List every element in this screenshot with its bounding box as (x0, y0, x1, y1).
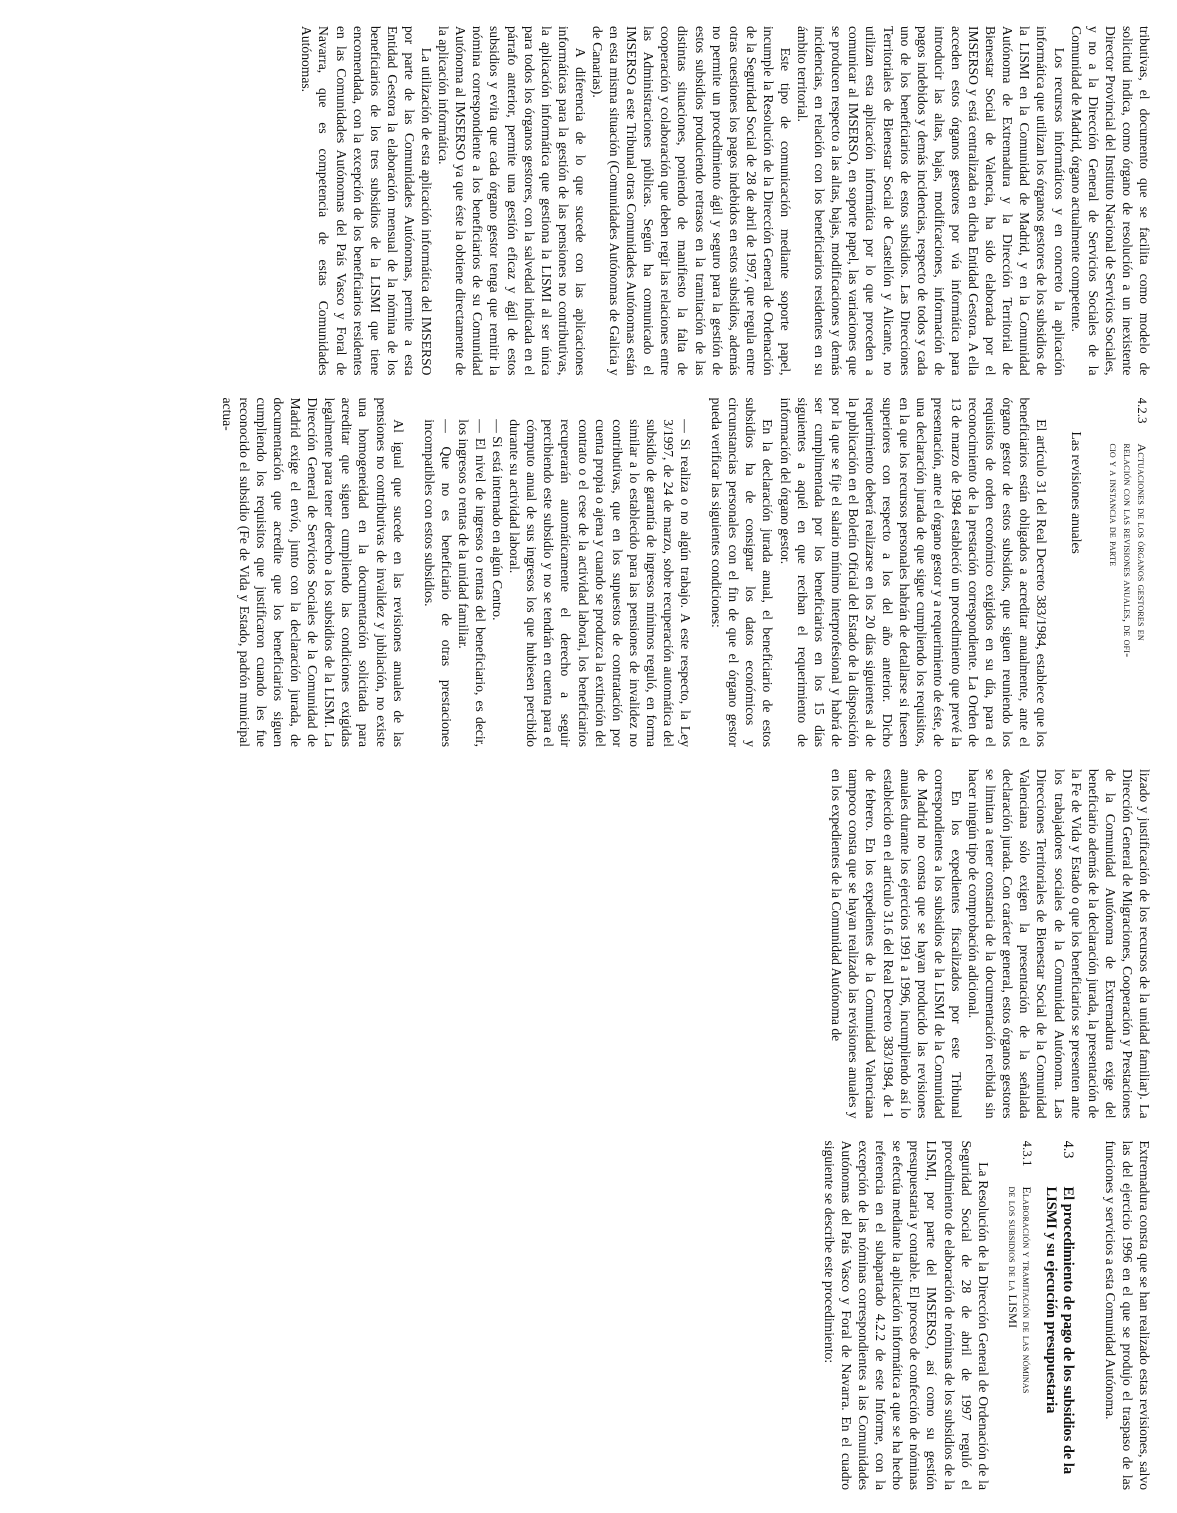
column-1 (23, 26, 1153, 376)
paragraph: En los expedientes fiscalizados por este Tribunal correspondientes a los subsidios de la LISMI de la Comunidad de Madrid no consta que se hayan producido las revisiones anuales durante los ejercicios 1991 a 1996, incumpliendo así lo establecido en el artículo 31.6 del Real Decreto 383/1984, de 1 de febrero. En los expedientes de la Comunidad Valenciana tampoco consta que se hayan realizado las revisiones anuales y en los expedientes de la Comunidad Autónoma de (829, 769, 964, 1119)
subsection-title (1107, 444, 1149, 658)
section-number: 4.3 (1059, 1140, 1076, 1159)
paragraph: El artículo 31 del Real Decreto 383/1984, establece que los beneficiarios están obligados a acreditar anualmente, ante el órgano gestor de estos subsidios, que siguen reuniendo los requisitos de orden económico exigidos en su día, para el reconocimiento de la prestación correspondiente. La Orden de 13 de marzo de 1984 estableció un procedimiento que prevé la presentación, ante el órgano gestor y a requerimiento de éste, de una declaración jurada de que sigue cumpliendo los requisitos, en la que los recursos personales habrán de detallarse si fuesen superiores con respecto a los del año anterior. Dicho requerimiento deberá realizarse en los 20 días siguientes al de la publicación en el Boletín Oficial del Estado de la disposición por la que se fije el salario mínimo interprofesional y habrá de ser cumplimentada por los beneficiarios en los 15 días siguientes a aquél en que reciban el requerimiento de información del órgano gestor. (777, 397, 1049, 747)
list-item: — Que no es beneficiario de otras prestaciones incompatibles con estos subsidios. (421, 419, 454, 747)
section-title-line: LISMI y su ejecución presupuestaria (1042, 1186, 1059, 1414)
section-heading (1042, 1141, 1076, 1491)
paragraph: Al igual que sucede en las revisiones anuales de las pensiones no contributivas de invalidez y jubilación, no existe una homogeneidad en la documentación solicitada para acreditar que siguen cumpliendo las condiciones exigidas legalmente para tener derecho a los subsidios de la LISMI. La Dirección General de Servicios Sociales de la Comunidad de Madrid exige el envío, junto con la declaración jurada, de documentación que acredite que los beneficiarios siguen cumpliendo los requisitos que justificaron cuando les fue reconocido el subsidio (Fe de Vida y Estado, padrón municipal actua- (219, 397, 406, 747)
minor-heading: Las revisiones anuales (1069, 431, 1084, 554)
subsection-heading (1107, 398, 1149, 748)
subsection-title-line: Elaboración y tramitación de las nóminas (1019, 1186, 1034, 1394)
spacer (407, 398, 421, 748)
subsection-number: 4.3.1 (1019, 1140, 1035, 1167)
subsection-heading (1006, 1141, 1034, 1491)
paragraph: Extremadura consta que se han realizado estas revisiones, salvo las del ejercicio 1996 en el que se produjo el traspaso de las funciones y servicios a esta Comunidad Autónoma. (1102, 1140, 1152, 1490)
section-title (1042, 1187, 1076, 1475)
paragraph: tributivas, el documento que se facilita como modelo de solicitud indica, como órgano de resolución a un inexistente Director Provincial del Instituto Nacional de Servicios Sociales, y no a la Dirección General de Servicios Sociales de la Comunidad de Madrid, órgano actualmente competente. (1068, 26, 1152, 376)
subsection-title (1006, 1187, 1034, 1394)
paragraph: Este tipo de comunicación mediante soporte papel, incumple la Resolución de la Dirección General de Ordenación de la Seguridad Social de 28 de abril de 1997, que regula entre otras cuestiones los pagos indebidos en estos subsidios, además no permite un procedimiento ágil y seguro para la gestión de estos subsidios produciendo retrasos en la tramitación de las distintas situaciones, poniendo de manifiesto la falta de cooperación y colaboración que deben regir las relaciones entre las Administraciones públicas. Según ha comunicado el IMSERSO a este Tribunal otras Comunidades Autónomas están en esta misma situación (Comunidades Autónomas de Galicia y de Canarias). (590, 26, 794, 376)
paragraph: lizado y justificación de los recursos de la unidad familiar). La Dirección General de Migraciones, Cooperación y Prestaciones de la Comunidad Autónoma de Extremadura exige del beneficiario además de la declaración jurada, la presentación de la Fe de Vida y Estado o que los beneficiarios se presenten ante los trabajadores sociales de la Comunidad Autónoma. Las Direcciones Territoriales de Bienestar Social de la Comunidad Valenciana sólo exigen la presentación de la señalada declaración jurada. Con carácter general, estos órganos gestores se limitan a tener constancia de la documentación recibida sin hacer ningún tipo de comprobación adicional. (966, 769, 1152, 1119)
subsection-number: 4.2.3 (1135, 397, 1150, 424)
list-item: — Si está internado en algún Centro. (490, 419, 506, 621)
paragraph: La Resolución de la Dirección General de Ordenación de la Seguridad Social de 28 de abril de 1997 reguló el procedimiento de elaboración de nóminas de los subsidios de la LISMI, por parte del IMSERSO, así como su gestión presupuestaria y contable. El proceso de confección de nóminas se efectúa mediante la aplicación informática a que se ha hecho referencia en el subapartado 4.2.2 de este Informe, con la excepción de las nóminas correspondientes a las Comunidades Autónomas del País Vasco y Foral de Navarra. En el cuadro siguiente se describe este procedimiento: (821, 1140, 991, 1490)
column-3 (23, 769, 1153, 1119)
paragraph: La utilización de esta aplicación informática del IMSERSO por parte de las Comunidades Autónomas, permite a esta Entidad Gestora la elaboración mensual de la nómina de los beneficiarios de los tres subsidios de la LISMI que tiene encomendada, con la excepción de los beneficiarios residentes en las Comunidades Autónomas del País Vasco y Foral de Navarra, que es competencia de estas Comunidades Autónomas. (299, 26, 435, 376)
spacer (992, 1141, 1006, 1491)
spacer (694, 398, 708, 748)
list-item: — El nivel de ingresos o rentas del beneficiario, es decir, los ingresos o rentas de la unidad familiar. (455, 419, 488, 747)
subsection-title-line: relación con las revisiones anuales, de ofi- (1121, 443, 1135, 658)
text-columns (23, 26, 1153, 1490)
list-item: — Si realiza o no algún trabajo. A este respecto, la Ley 3/1997, de 24 de marzo, sobre recuperación automática del subsidio de garantía de ingresos mínimos reguló, en forma similar a lo establecido para las pensiones de invalidez no contributivas, que en los supuestos de contratación por cuenta propia o ajena y cuando se produzca la extinción del contrato o el cese de la actividad laboral, los beneficiarios recuperarán automáticamente el derecho a seguir percibiendo este subsidio y no se tendrán en cuenta para el cómputo anual de sus ingresos los que hubiesen percibido durante su actividad laboral. (507, 419, 694, 747)
subsection-title-line: Actuaciones de los órganos gestores en (1135, 443, 1149, 641)
paragraph: A diferencia de lo que sucede con las aplicaciones informáticas para la gestión de las pensiones no contributivas, la aplicación informática que gestiona la LISMI al ser única para todos los órganos gestores, con la salvedad indicada en el párrafo anterior, permite una gestión eficaz y ágil de estos subsidios y evita que cada órgano gestor tenga que remitir la nómina correspondiente a los beneficiarios de su Comunidad Autónoma al IMSERSO ya que éste la obtiene directamente de la aplicación informática. (436, 26, 588, 376)
subsection-title-line: de los subsidios de la LISMI (1005, 1186, 1020, 1329)
section-title-line: El procedimiento de pago de los subsidios de la (1059, 1186, 1076, 1475)
column-4 (23, 1141, 1153, 1491)
paragraph: En la declaración jurada anual, el beneficiario de estos subsidios ha de consignar los datos económicos y circunstancias personales con el fin de que el órgano gestor pueda verificar las siguientes condiciones: (709, 397, 776, 747)
subsection-title-line: cio y a instancia de parte (1107, 443, 1121, 567)
column-2 (23, 398, 1153, 748)
paragraph: Los recursos informáticos y en concreto la aplicación informática que utilizan los órganos gestores de los subsidios de la LISMI en la Comunidad de Madrid, y en la Comunidad Autónoma de Extremadura y la Dirección Territorial de Bienestar Social de Valencia, ha sido elaborada por el IMSERSO y está centralizada en dicha Entidad Gestora. A ella acceden estos órganos gestores por vía informática para introducir las altas, bajas, modificaciones, información de pagos indebidos y demás incidencias, respecto de todos y cada uno de los beneficiarios de estos subsidios. Las Direcciones Territoriales de Bienestar Social de Castellón y Alicante, no utilizan esta aplicación informática por lo que proceden a comunicar al IMSERSO, en soporte papel, las variaciones que se producen respecto a las altas, bajas, modificaciones y demás incidencias, en relación con los beneficiarios residentes en su ámbito territorial. (795, 26, 1067, 376)
